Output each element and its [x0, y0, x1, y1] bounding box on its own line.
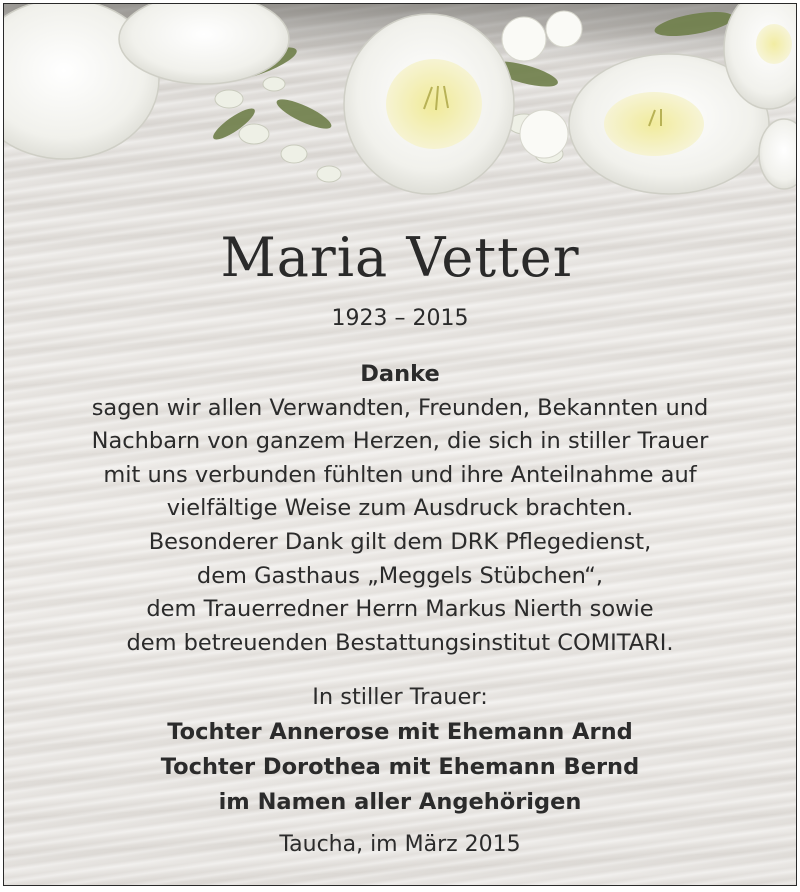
mourners-block — [4, 680, 796, 820]
message-line: sagen wir allen Verwandten, Freunden, Bekannten und — [91, 394, 709, 421]
message-line: dem Gasthaus „Meggels Stübchen“, — [196, 562, 604, 589]
message-line: mit uns verbunden fühlten und ihre Anteilnahme auf — [103, 461, 697, 488]
thanks-heading: Danke — [360, 361, 440, 387]
place-date: Taucha, im März 2015 — [279, 832, 521, 857]
mourning-intro: In stiller Trauer: — [312, 684, 488, 710]
deceased-name: Maria Vetter — [220, 226, 580, 289]
message-line: dem Trauerredner Herrn Markus Nierth sowie — [146, 596, 654, 623]
message-line: dem betreuenden Bestattungsinstitut COMITARI. — [126, 629, 674, 656]
life-years: 1923 – 2015 — [331, 306, 469, 331]
thanks-message — [4, 358, 796, 660]
message-line: Besonderer Dank gilt dem DRK Pflegedienst, — [148, 528, 652, 555]
message-line: vielfältige Weise zum Ausdruck brachten. — [166, 495, 634, 522]
mourner-line: Tochter Annerose mit Ehemann Arnd — [167, 719, 633, 745]
mourner-line: im Namen aller Angehörigen — [218, 789, 582, 815]
white-tulips-image — [4, 4, 797, 214]
obituary-card — [3, 3, 797, 886]
mourner-line: Tochter Dorothea mit Ehemann Bernd — [160, 754, 640, 780]
message-line: Nachbarn von ganzem Herzen, die sich in stiller Trauer — [91, 428, 709, 455]
